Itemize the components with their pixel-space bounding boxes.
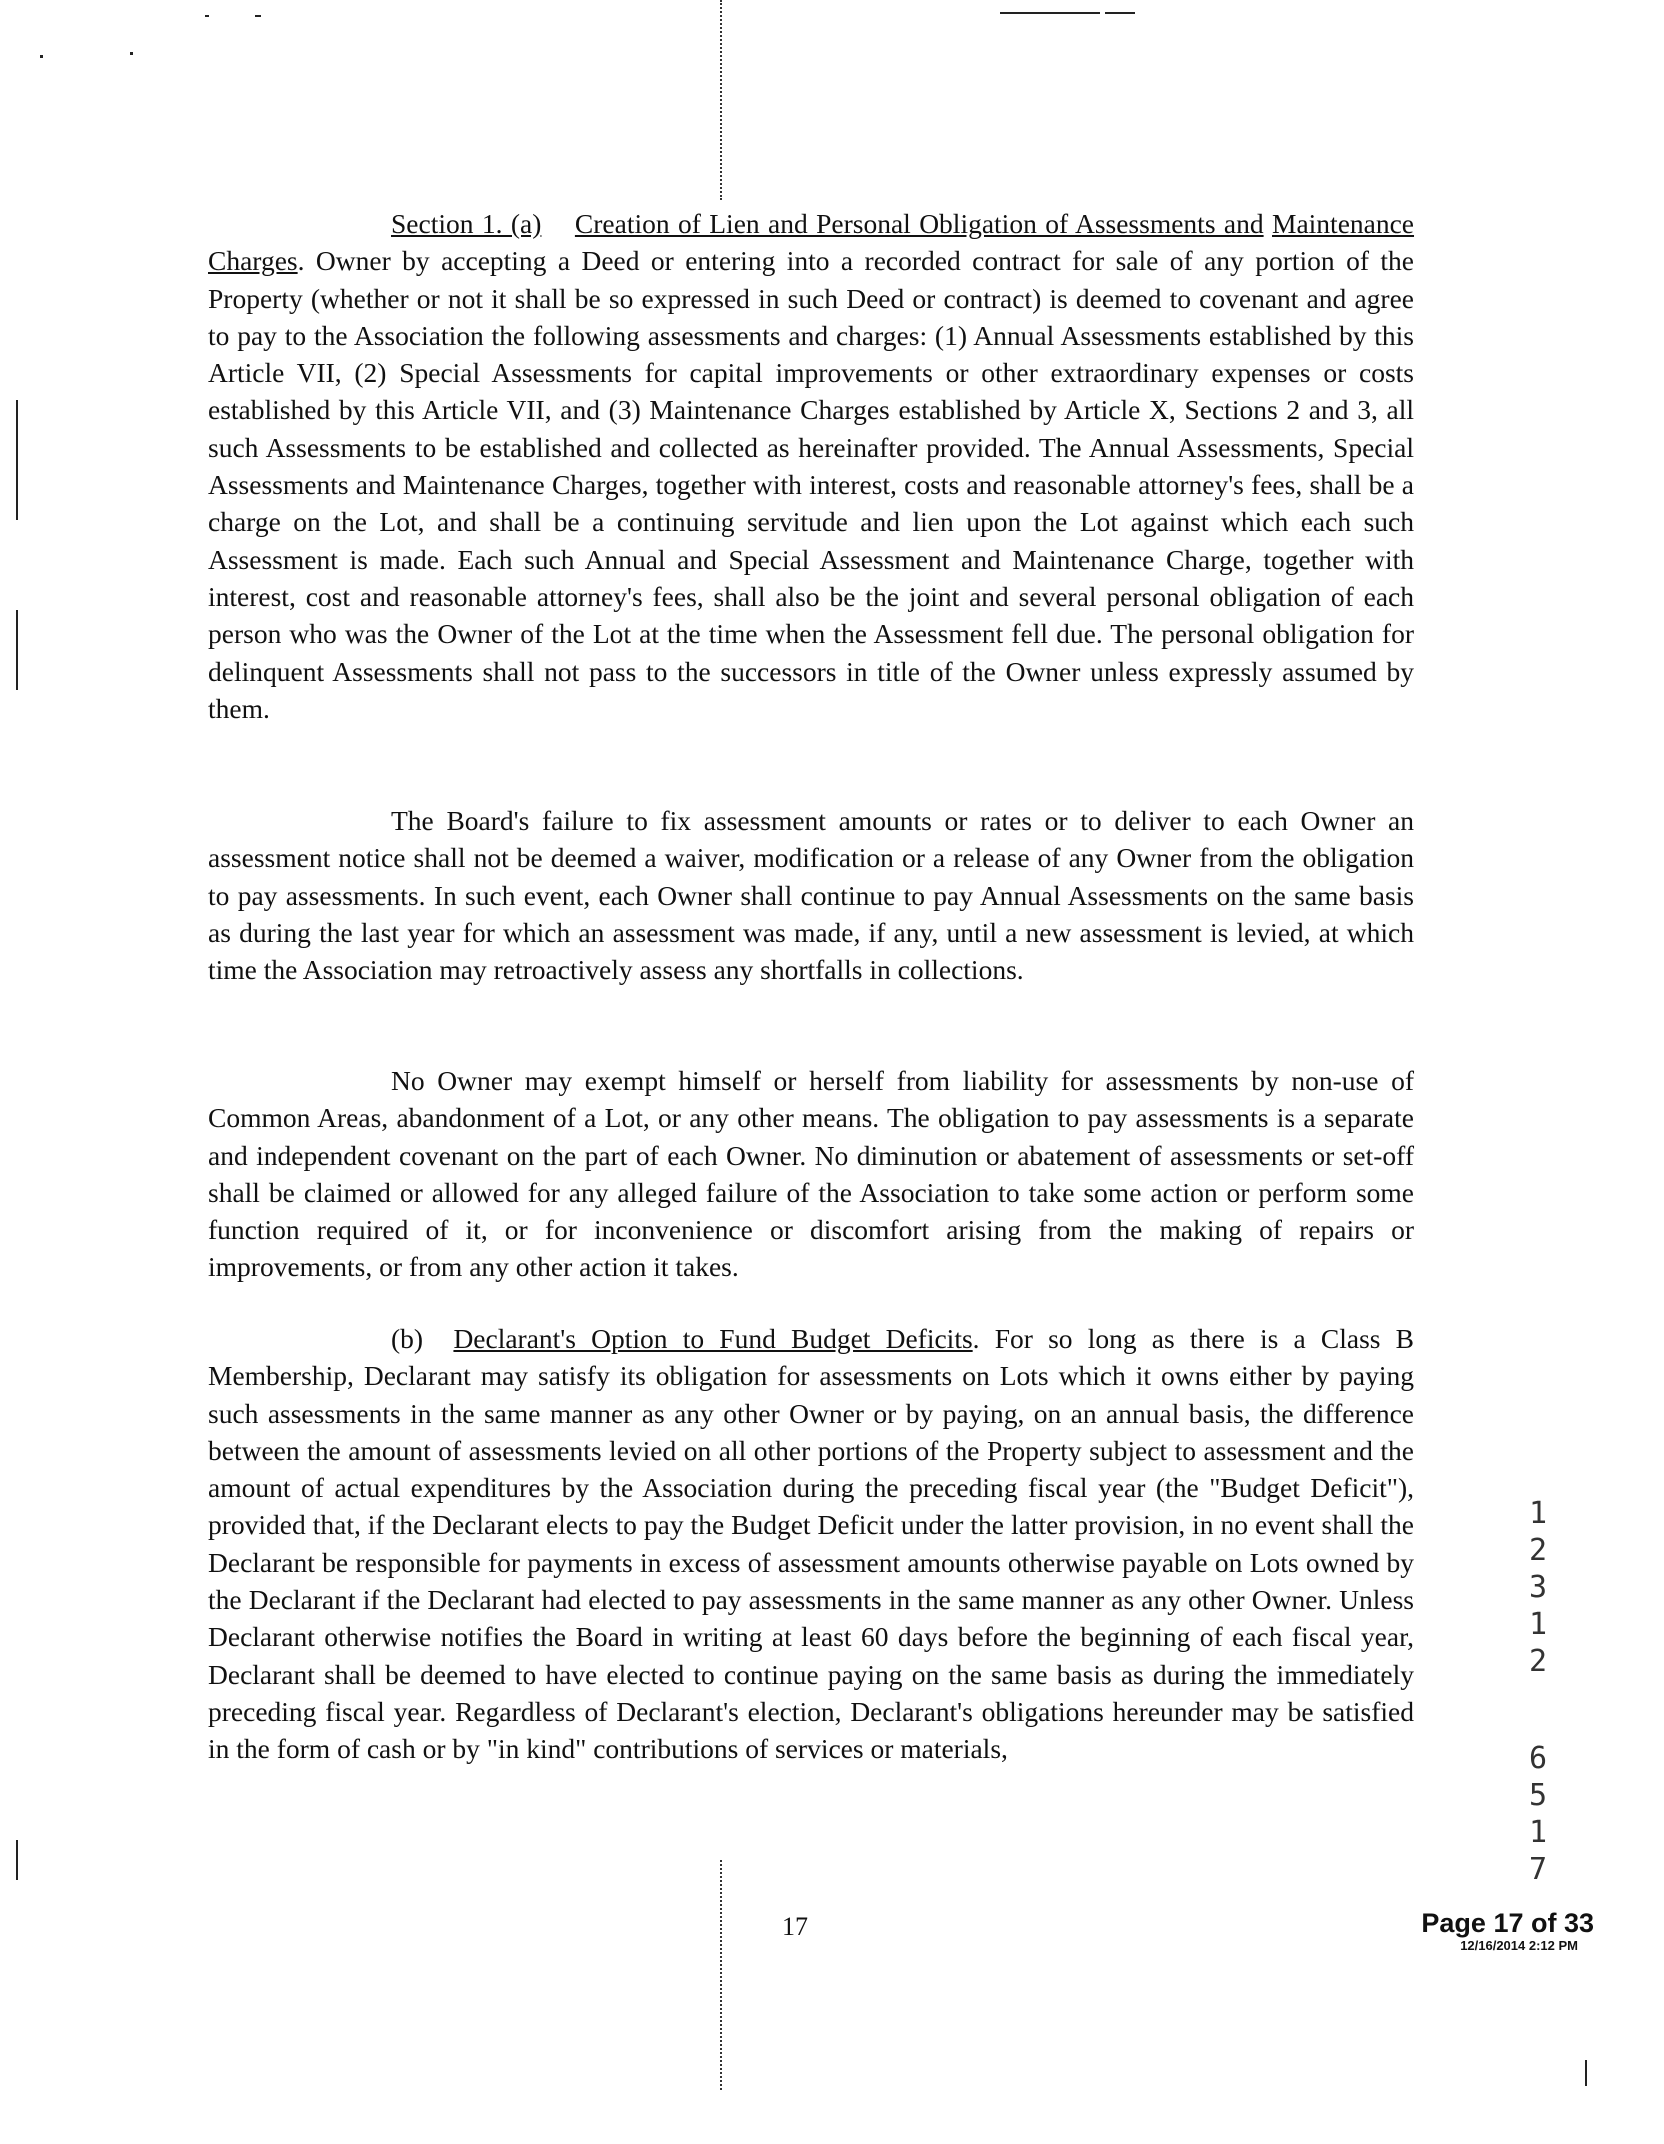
section-1a-paragraph (208, 205, 1414, 727)
side-recording-number (1520, 1495, 1556, 1888)
section-1a-body: . Owner by accepting a Deed or entering into a recorded contract for sale of any portion of the Property (whether or not it shall be so expressed in such Deed or contract) is deemed to covenant and agree to pay to the Association the following assessments and charges: (1) Annual Assessments established by this Article VII, (2) Special Assessments for capital improvements or other extraordinary expenses or costs established by this Article VII, and (3) Maintenance Charges established by Article X, Sections 2 and 3, all such Assessments to be established and collected as hereinafter provided. The Annual Assessments, Special Assessments and Maintenance Charges, together with interest, costs and reasonable attorney's fees, shall be a charge on the Lot, and shall be a continuing servitude and lien upon the Lot against which each such Assessment is made. Each such Annual and Special Assessment and Maintenance Charge, together with interest, cost and reasonable attorney's fees, shall also be the joint and several personal obligation of each person who was the Owner of the Lot at the time when the Assessment fell due. The personal obligation for delinquent Assessments shall not pass to the successors in title of the Owner unless expressly assumed by them. (208, 245, 1414, 724)
page-stamp (1421, 1908, 1594, 1954)
fold-line (720, 0, 722, 200)
board-failure-text: The Board's failure to fix assessment amounts or rates or to deliver to each Owner an assessment notice shall not be deemed a waiver, modification or a release of any Owner from the obligation to pay assessments. In such event, each Owner shall continue to pay Annual Assessments on the same basis as during the last year for which an assessment was made, if any, until a new assessment is levied, at which time the Association may retroactively assess any shortfalls in collections. (208, 805, 1414, 986)
section-1a (208, 205, 1414, 727)
scan-mark (40, 55, 43, 58)
section-1a-prefix: Section 1. (a) (391, 208, 542, 239)
section-1b (208, 1320, 1414, 1768)
scan-mark (1585, 2060, 1587, 2086)
side-digit: 1 (1528, 1815, 1548, 1850)
scan-mark (130, 52, 133, 55)
side-digit: 5 (1528, 1778, 1548, 1813)
side-digit: 1 (1528, 1607, 1548, 1642)
scan-mark (16, 1840, 18, 1880)
scan-mark (16, 400, 18, 520)
paragraph-no-exemption (208, 1062, 1414, 1286)
side-digit: 1 (1528, 1496, 1548, 1531)
scan-mark (16, 610, 18, 690)
page-number: 17 (782, 1912, 808, 1941)
side-digit: 2 (1528, 1644, 1548, 1679)
no-exemption-text: No Owner may exempt himself or herself from liability for assessments by non-use of Common Areas, abandonment of a Lot, or any other means. The obligation to pay assessments is a separate and independent covenant on the part of each Owner. No diminution or abatement of assessments or set-off shall be claimed or allowed for any alleged failure of the Association to take some action or perform some function required of it, or for inconvenience or discomfort arising from the making of repairs or improvements, or from any other action it takes. (208, 1065, 1414, 1283)
section-1b-heading: Declarant's Option to Fund Budget Deficits (453, 1323, 973, 1354)
scan-mark (205, 15, 209, 17)
section-1b-prefix: (b) (391, 1323, 424, 1354)
fold-line (720, 1860, 722, 2090)
section-1a-heading-cont: Maintenance Charges (208, 208, 1415, 277)
side-digit: 7 (1528, 1852, 1548, 1887)
section-1b-body: . For so long as there is a Class B Membership, Declarant may satisfy its obligation for assessments on Lots which it owns either by paying such assessments in the same manner as any other Owner or by paying, on an annual basis, the difference between the amount of assessments levied on all other portions of the Property subject to assessment and the amount of actual expenditures by the Association during the preceding fiscal year (the "Budget Deficit"), provided that, if the Declarant elects to pay the Budget Deficit under the latter provision, in no event shall the Declarant be responsible for payments in excess of assessment amounts otherwise payable on Lots owned by the Declarant if the Declarant had elected to pay assessments in the same manner as any other Owner. Unless Declarant otherwise notifies the Board in writing at least 60 days before the beginning of each fiscal year, Declarant shall be deemed to have elected to continue paying on the same basis as during the immediately preceding fiscal year. Regardless of Declarant's election, Declarant's obligations hereunder may be satisfied in the form of cash or by "in kind" contributions of services or materials, (208, 1323, 1414, 1765)
paragraph-board-failure (208, 802, 1414, 988)
section-1a-heading: Creation of Lien and Personal Obligation of Assessments and (574, 208, 1264, 239)
section-1b-paragraph (208, 1320, 1414, 1768)
scan-mark (1105, 12, 1135, 14)
stamp-datetime: 12/16/2014 2:12 PM (1460, 1938, 1578, 1953)
side-digit: 6 (1528, 1741, 1548, 1776)
stamp-page-count: Page 17 of 33 (1421, 1908, 1594, 1938)
side-digit: 3 (1528, 1570, 1548, 1605)
scan-mark (255, 15, 261, 17)
scan-mark (1000, 12, 1100, 14)
side-digit: 2 (1528, 1533, 1548, 1568)
